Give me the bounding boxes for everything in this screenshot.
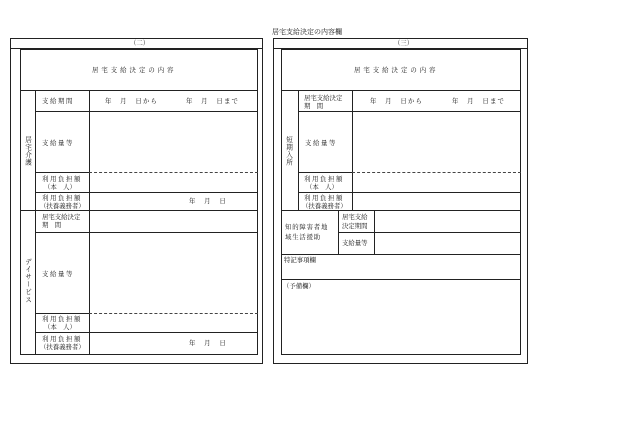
short-stay-cost-label: 利用負担額	[304, 175, 344, 183]
day-service-period-label: 居宅支給決定	[42, 213, 81, 221]
right-header: 居宅支給決定の内容	[354, 66, 439, 74]
page-title: 居宅支給決定の内容欄	[272, 28, 342, 36]
reserve-label: （予備欄）	[283, 282, 315, 290]
day-service-cost-self: （本 人）	[44, 323, 76, 331]
home-care-amount-label: 支給量等	[42, 139, 74, 147]
home-care-date: 年 月 日	[189, 197, 227, 205]
day-service-support-guardian: （扶養義務者）	[40, 343, 85, 351]
home-care-label: 居宅介護	[23, 136, 32, 167]
home-care-period-to: 年 月 日まで	[186, 97, 240, 105]
short-stay-period-from: 年 月 日から	[370, 97, 424, 105]
left-header: 居宅支給決定の内容	[92, 66, 177, 74]
community-period-label: 居宅支給	[342, 213, 368, 221]
day-service-cost-label: 利用負担額	[42, 315, 82, 323]
short-stay-period-to: 年 月 日まで	[452, 97, 506, 105]
short-stay-period-label: 居宅支給決定	[304, 94, 343, 102]
right-panel-label: （三）	[394, 39, 414, 47]
special-notes-label: 特記事項欄	[284, 256, 316, 264]
left-panel-label: （二）	[130, 39, 150, 47]
home-care-period-from: 年 月 日から	[105, 97, 159, 105]
home-care-cost-self: （本 人）	[44, 183, 76, 191]
short-stay-support-guardian: （扶養義務者）	[302, 202, 347, 210]
day-service-period-sub: 期 間	[42, 221, 62, 229]
short-stay-cost-self: （本 人）	[306, 183, 338, 191]
home-care-period-label: 支給期間	[42, 97, 74, 105]
day-service-amount-label: 支給量等	[42, 270, 74, 278]
short-stay-support-label: 利用負担額	[304, 194, 344, 202]
short-stay-amount-label: 支給量等	[305, 139, 337, 147]
short-stay-period-sub: 期 間	[304, 102, 324, 110]
community-label: 知的障害者地	[285, 223, 329, 231]
community-label-sub: 域生活援助	[285, 233, 321, 241]
home-care-cost-label: 利用負担額	[42, 175, 82, 183]
community-amount-label: 支給量等	[342, 239, 368, 247]
short-stay-label: 短期入所	[284, 136, 293, 167]
community-period-sub: 決定期間	[342, 222, 368, 230]
day-service-support-label: 利用負担額	[42, 335, 82, 343]
day-service-date: 年 月 日	[189, 339, 227, 347]
home-care-support-guardian: （扶養義務者）	[40, 202, 85, 210]
day-service-label: デイサービス	[23, 258, 32, 304]
home-care-support-label: 利用負担額	[42, 194, 82, 202]
